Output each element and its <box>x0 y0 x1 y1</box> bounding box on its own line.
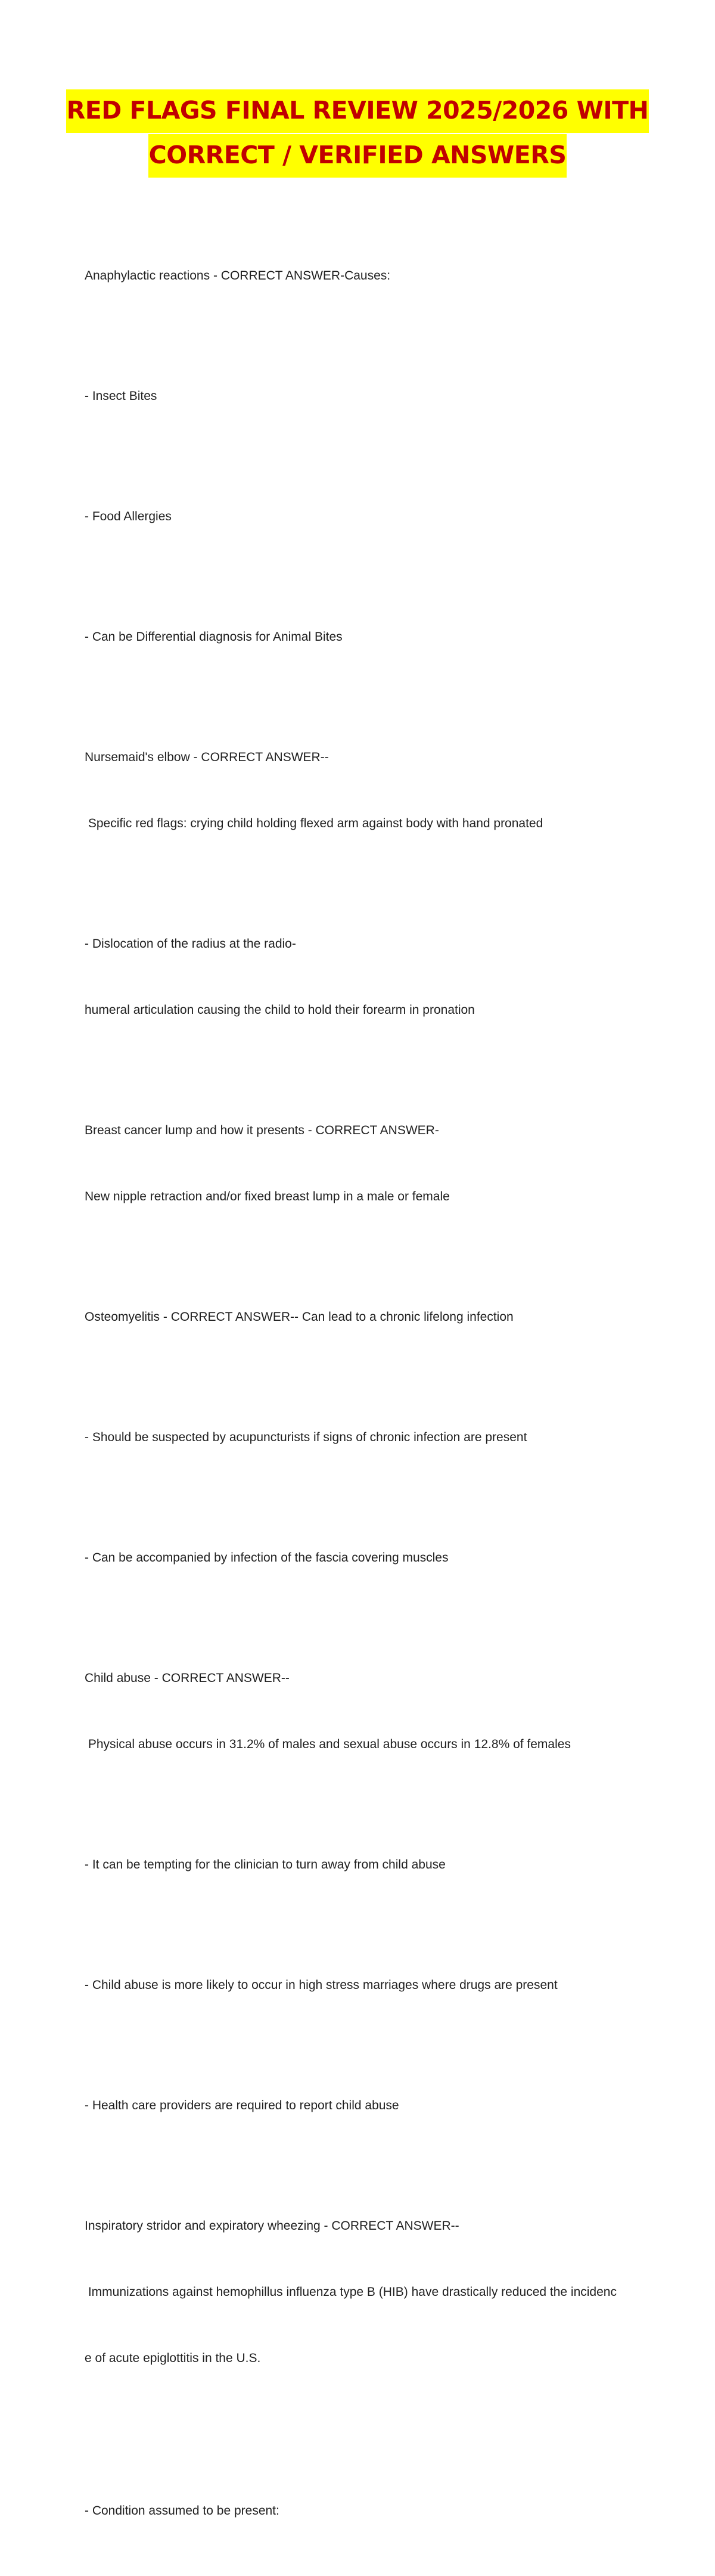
qa-item-child-abuse <box>85 1623 645 1799</box>
title-line-1: RED FLAGS FINAL REVIEW 2025/2026 WITH <box>66 89 649 133</box>
document-body <box>85 221 645 2576</box>
bullet-line-continued: humeral articulation causing the child to hold their forearm in pronation <box>85 1003 475 1017</box>
qa-item-anaphylactic <box>85 221 645 331</box>
bullet-item <box>85 1382 645 1492</box>
bullet-line: - Dislocation of the radius at the radio- <box>85 937 296 951</box>
answer-line: New nipple retraction and/or fixed breast lump in a male or female <box>85 1190 450 1203</box>
bullet-line: - Insect Bites <box>85 389 157 403</box>
bullet-item <box>85 1503 645 1613</box>
bullet-line: - Food Allergies <box>85 510 172 523</box>
answer-line-continued: e of acute epiglottitis in the U.S. <box>85 2351 261 2365</box>
bullet-line: - Condition assumed to be present: <box>85 2504 279 2518</box>
bullet-item <box>85 1810 645 1920</box>
question-line: Child abuse - CORRECT ANSWER-- <box>85 1671 290 1685</box>
bullet-item <box>85 2456 645 2566</box>
bullet-line: - Should be suspected by acupuncturists if signs of chronic infection are present <box>85 1430 527 1444</box>
answer-line: Immunizations against hemophillus influenza type B (HIB) have drastically reduced the incidenc <box>85 2285 617 2299</box>
answer-line: Physical abuse occurs in 31.2% of males and sexual abuse occurs in 12.8% of females <box>85 1737 571 1751</box>
bullet-line: - Child abuse is more likely to occur in high stress marriages where drugs are present <box>85 1978 558 1992</box>
bullet-item <box>85 341 645 451</box>
qa-item-stridor-wheezing <box>85 2171 645 2413</box>
title-line-2: CORRECT / VERIFIED ANSWERS <box>148 134 567 178</box>
question-line: Anaphylactic reactions - CORRECT ANSWER-Causes: <box>85 269 391 283</box>
question-line: Osteomyelitis - CORRECT ANSWER-- Can lead to a chronic lifelong infection <box>85 1310 514 1324</box>
bullet-line: - Can be accompanied by infection of the fascia covering muscles <box>85 1551 449 1565</box>
bullet-item <box>85 889 645 1065</box>
bullet-item <box>85 2050 645 2161</box>
bullet-item <box>85 461 645 572</box>
question-line: Breast cancer lump and how it presents - CORRECT ANSWER- <box>85 1123 439 1137</box>
blank-space <box>85 2423 645 2456</box>
bullet-item <box>85 1930 645 2040</box>
document-title <box>0 89 715 178</box>
qa-item-breast-cancer <box>85 1075 645 1252</box>
bullet-line: - Can be Differential diagnosis for Animal Bites <box>85 630 343 644</box>
qa-item-osteomyelitis <box>85 1262 645 1372</box>
bullet-line: - It can be tempting for the clinician to turn away from child abuse <box>85 1858 446 1872</box>
qa-item-nursemaids-elbow <box>85 702 645 879</box>
bullet-line: - Health care providers are required to report child abuse <box>85 2099 399 2112</box>
question-line: Inspiratory stridor and expiratory wheezing - CORRECT ANSWER-- <box>85 2219 459 2233</box>
bullet-item <box>85 582 645 692</box>
question-line: Nursemaid's elbow - CORRECT ANSWER-- <box>85 750 329 764</box>
answer-line: Specific red flags: crying child holding flexed arm against body with hand pronated <box>85 817 543 830</box>
